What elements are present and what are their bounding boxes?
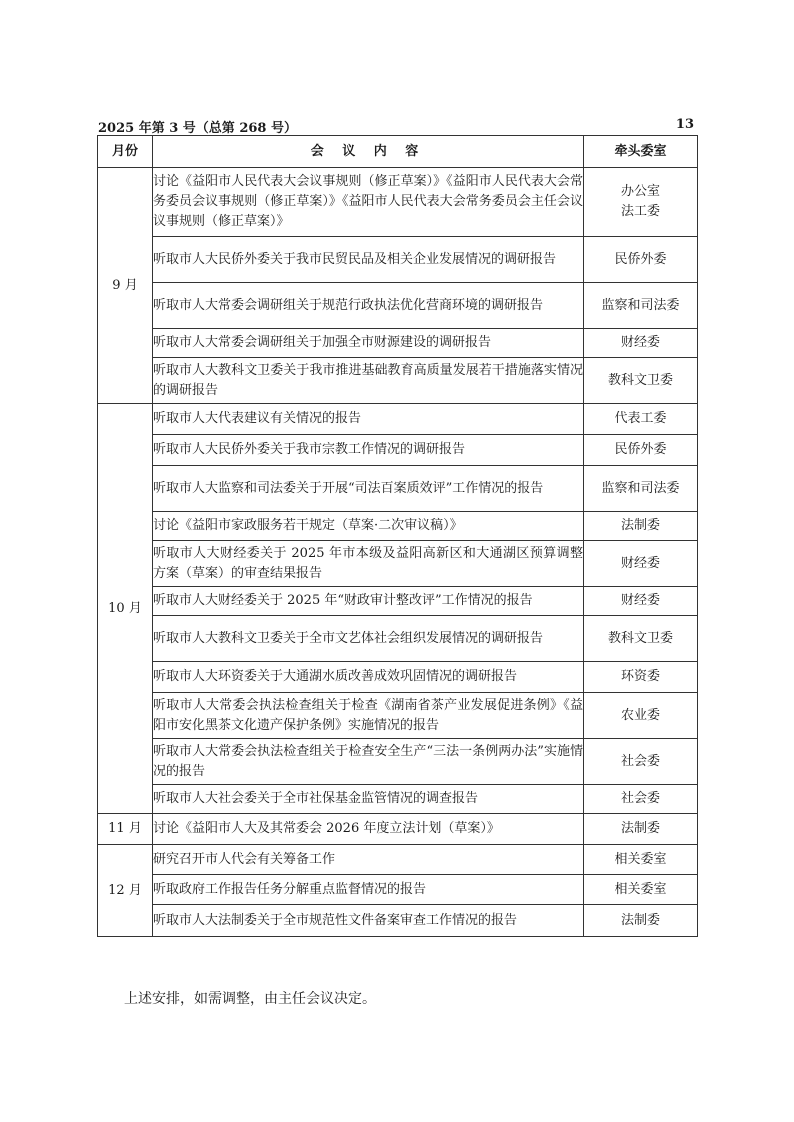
meeting-content-cell: 听取市人大环资委关于大通湖水质改善成效巩固情况的调研报告 bbox=[153, 662, 584, 693]
table-row bbox=[98, 404, 698, 435]
table-row bbox=[98, 785, 698, 814]
lead-committee-cell bbox=[584, 662, 698, 693]
lead-committee-name: 监察和司法委 bbox=[601, 297, 680, 313]
table-row bbox=[98, 237, 698, 283]
lead-committee-name: 相关委室 bbox=[614, 851, 667, 867]
lead-committee-name: 法制委 bbox=[620, 518, 660, 533]
lead-committee-cell bbox=[584, 875, 698, 905]
table-row bbox=[98, 739, 698, 785]
lead-committee-name: 教科文卫委 bbox=[607, 372, 673, 388]
page-number: 13 bbox=[675, 117, 694, 132]
meeting-content-cell: 讨论《益阳市家政服务若干规定（草案·二次审议稿）》 bbox=[153, 512, 584, 541]
month-cell: 10 月 bbox=[98, 404, 153, 814]
meeting-content-cell: 听取市人大代表建议有关情况的报告 bbox=[153, 404, 584, 435]
meeting-content-cell: 听取市人大民侨外委关于我市民贸民品及相关企业发展情况的调研报告 bbox=[153, 237, 584, 283]
lead-committee-cell bbox=[584, 358, 698, 404]
lead-committee-name: 农业委 bbox=[620, 707, 660, 723]
meeting-content-cell: 听取市人大民侨外委关于我市宗教工作情况的调研报告 bbox=[153, 435, 584, 466]
meeting-content-cell: 讨论《益阳市人民代表大会议事规则（修正草案）》《益阳市人民代表大会常务委员会议事规则（修正草案）》《益阳市人民代表大会常务委员会主任会议议事规则（修正草案）》 bbox=[153, 168, 584, 237]
lead-committee-cell bbox=[584, 329, 698, 358]
month-cell: 12 月 bbox=[98, 845, 153, 937]
table-row bbox=[98, 435, 698, 466]
issue-label: 2025 年第 3 号（总第 268 号） bbox=[98, 121, 297, 136]
lead-committee-name: 财经委 bbox=[620, 593, 660, 608]
meeting-content-cell: 听取市人大常委会调研组关于规范行政执法优化营商环境的调研报告 bbox=[153, 283, 584, 329]
meeting-content-cell: 听取市人大教科文卫委关于我市推进基础教育高质量发展若干措施落实情况的调研报告 bbox=[153, 358, 584, 404]
lead-committee-name: 监察和司法委 bbox=[601, 480, 680, 496]
lead-committee-cell bbox=[584, 466, 698, 512]
lead-committee-cell bbox=[584, 283, 698, 329]
table-row bbox=[98, 329, 698, 358]
lead-committee-name: 教科文卫委 bbox=[607, 630, 673, 646]
lead-committee-name: 环资委 bbox=[620, 669, 660, 684]
lead-committee-cell bbox=[584, 587, 698, 616]
lead-committee-name: 财经委 bbox=[620, 555, 660, 571]
table-row bbox=[98, 541, 698, 587]
lead-committee-name: 法制委 bbox=[620, 912, 660, 928]
meeting-content-cell: 听取市人大社会委关于全市社保基金监管情况的调查报告 bbox=[153, 785, 584, 814]
lead-committee-cell bbox=[584, 404, 698, 435]
lead-committee-cell bbox=[584, 693, 698, 739]
table-row bbox=[98, 693, 698, 739]
table-row bbox=[98, 587, 698, 616]
meeting-content-cell: 听取市人大财经委关于 2025 年市本级及益阳高新区和大通湖区预算调整方案（草案）的审查结果报告 bbox=[153, 541, 584, 587]
lead-committee-cell bbox=[584, 845, 698, 875]
lead-committee-cell bbox=[584, 168, 698, 237]
lead-committee-cell bbox=[584, 512, 698, 541]
lead-committee-cell bbox=[584, 616, 698, 662]
lead-committee-cell bbox=[584, 814, 698, 845]
lead-committee-name: 办公室 bbox=[620, 184, 660, 199]
table-row bbox=[98, 845, 698, 875]
lead-committee-name: 代表工委 bbox=[614, 411, 667, 426]
lead-committee-cell bbox=[584, 237, 698, 283]
lead-committee-cell bbox=[584, 739, 698, 785]
lead-committee-name: 社会委 bbox=[620, 753, 660, 769]
table-row bbox=[98, 662, 698, 693]
lead-committee-name: 社会委 bbox=[620, 791, 660, 806]
month-cell: 9 月 bbox=[98, 168, 153, 404]
lead-committee-cell bbox=[584, 541, 698, 587]
meeting-content-cell: 研究召开市人代会有关筹备工作 bbox=[153, 845, 584, 875]
lead-committee-name: 法工委 bbox=[620, 204, 660, 219]
table-row bbox=[98, 905, 698, 937]
table-row bbox=[98, 466, 698, 512]
month-cell: 11 月 bbox=[98, 814, 153, 845]
table-row bbox=[98, 358, 698, 404]
table-row bbox=[98, 814, 698, 845]
table-row bbox=[98, 875, 698, 905]
meeting-content-cell: 听取政府工作报告任务分解重点监督情况的报告 bbox=[153, 875, 584, 905]
meeting-content-cell: 听取市人大常委会执法检查组关于检查安全生产“三法一条例两办法”实施情况的报告 bbox=[153, 739, 584, 785]
lead-committee-cell bbox=[584, 435, 698, 466]
lead-committee-cell bbox=[584, 905, 698, 937]
column-header-lead: 牵头委室 bbox=[584, 136, 698, 168]
lead-committee-name: 相关委室 bbox=[614, 881, 667, 897]
table-row bbox=[98, 512, 698, 541]
meeting-content-cell: 讨论《益阳市人大及其常委会 2026 年度立法计划（草案）》 bbox=[153, 814, 584, 845]
lead-committee-name: 法制委 bbox=[620, 821, 660, 836]
footer-note: 上述安排，如需调整，由主任会议决定。 bbox=[124, 991, 376, 1007]
meeting-content-cell: 听取市人大常委会调研组关于加强全市财源建设的调研报告 bbox=[153, 329, 584, 358]
lead-committee-cell bbox=[584, 785, 698, 814]
table-row bbox=[98, 168, 698, 237]
meeting-content-cell: 听取市人大监察和司法委关于开展“司法百案质效评”工作情况的报告 bbox=[153, 466, 584, 512]
column-header-content: 会 议 内 容 bbox=[153, 136, 584, 168]
lead-committee-name: 民侨外委 bbox=[614, 442, 667, 457]
meeting-content-cell: 听取市人大法制委关于全市规范性文件备案审查工作情况的报告 bbox=[153, 905, 584, 937]
meeting-schedule-table bbox=[97, 135, 698, 937]
table-row bbox=[98, 283, 698, 329]
meeting-content-cell: 听取市人大教科文卫委关于全市文艺体社会组织发展情况的调研报告 bbox=[153, 616, 584, 662]
meeting-content-cell: 听取市人大财经委关于 2025 年“财政审计整改评”工作情况的报告 bbox=[153, 587, 584, 616]
table-row bbox=[98, 616, 698, 662]
column-header-month: 月份 bbox=[98, 136, 153, 168]
table-header-row bbox=[98, 136, 698, 168]
meeting-content-cell: 听取市人大常委会执法检查组关于检查《湖南省茶产业发展促进条例》《益阳市安化黑茶文化遗产保护条例》实施情况的报告 bbox=[153, 693, 584, 739]
lead-committee-name: 财经委 bbox=[620, 335, 660, 350]
lead-committee-name: 民侨外委 bbox=[614, 251, 667, 267]
page-header bbox=[98, 115, 696, 135]
